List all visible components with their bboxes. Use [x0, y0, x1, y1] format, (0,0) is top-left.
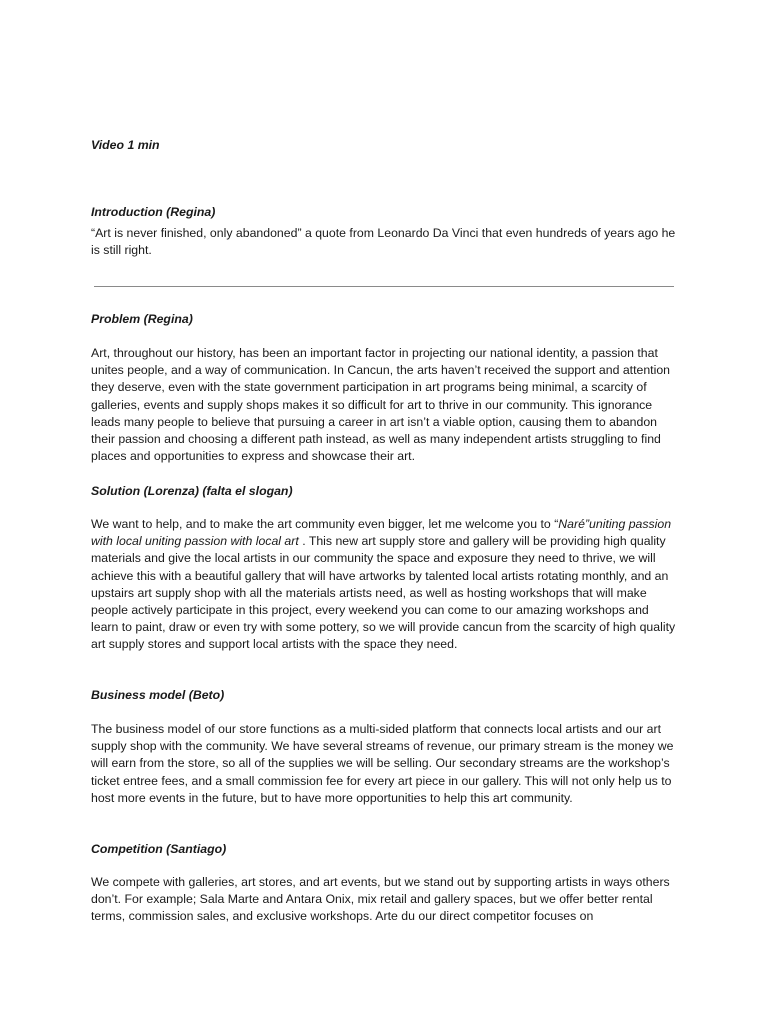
competition-paragraph: We compete with galleries, art stores, and art events, but we stand out by supporting artists in ways others don’t. For example; Sala Marte and Antara Onix, mix retail and gallery spaces, but we offer better rental terms, commission sales, and exclusive workshops. Arte du our direct competitor focuses on — [91, 875, 670, 924]
horizontal-divider — [94, 286, 674, 287]
solution-heading: Solution (Lorenza) (falta el slogan) — [91, 484, 293, 498]
solution-paragraph — [91, 516, 677, 654]
introduction-paragraph: “Art is never finished, only abandoned” a quote from Leonardo Da Vinci that even hundreds of years ago he is still right. — [91, 226, 676, 258]
business-model-paragraph: The business model of our store functions as a multi-sided platform that connects local artists and our art supply shop with the community. We have several streams of revenue, our primary stream is the money we will earn from the store, so all of the supplies we will be selling. Our secondary streams are the workshop’s ticket entree fees, and a small commission fee for every art piece in our gallery. This will not only help us to host more events in the future, but to have more opportunities to help this art community. — [91, 722, 674, 805]
solution-text-body: . This new art supply store and gallery will be providing high quality materials and give the local artists in our community the space and exposure they need to thrive, we will achieve this with a beautiful gallery that will have artworks by talented local artists rotating monthly, and an upstairs art supply shop with all the materials artists need, as well as hosting workshops that will make people actively participate in this project, every weekend you can come to our amazing workshops and learn to paint, draw or even try with some pottery, so we will provide cancun from the scarcity of high quality art supply stores and support local artists with the space they need. — [91, 534, 676, 652]
competition-heading: Competition (Santiago) — [91, 842, 227, 856]
business-model-heading: Business model (Beto) — [91, 688, 225, 702]
solution-slogan: Naré”uniting passion with local uniting passion with local art — [91, 517, 672, 549]
problem-heading: Problem (Regina) — [91, 312, 193, 326]
video-label: Video 1 min — [91, 138, 160, 152]
introduction-heading: Introduction (Regina) — [91, 205, 216, 219]
solution-text-intro: We want to help, and to make the art community even bigger, let me welcome you to “ — [91, 517, 559, 531]
problem-paragraph: Art, throughout our history, has been an important factor in projecting our national identity, a passion that unites people, and a way of communication. In Cancun, the arts haven’t received the support and attention they deserve, even with the state government participation in art programs being minimal, a scarcity of galleries, events and supply shops makes it so difficult for art to thrive in our community. This ignorance leads many people to believe that pursuing a career in art isn’t a viable option, causing them to abandon their passion and choosing a different path instead, as well as many independent artists struggling to find places and opportunities to express and showcase their art. — [91, 346, 670, 464]
